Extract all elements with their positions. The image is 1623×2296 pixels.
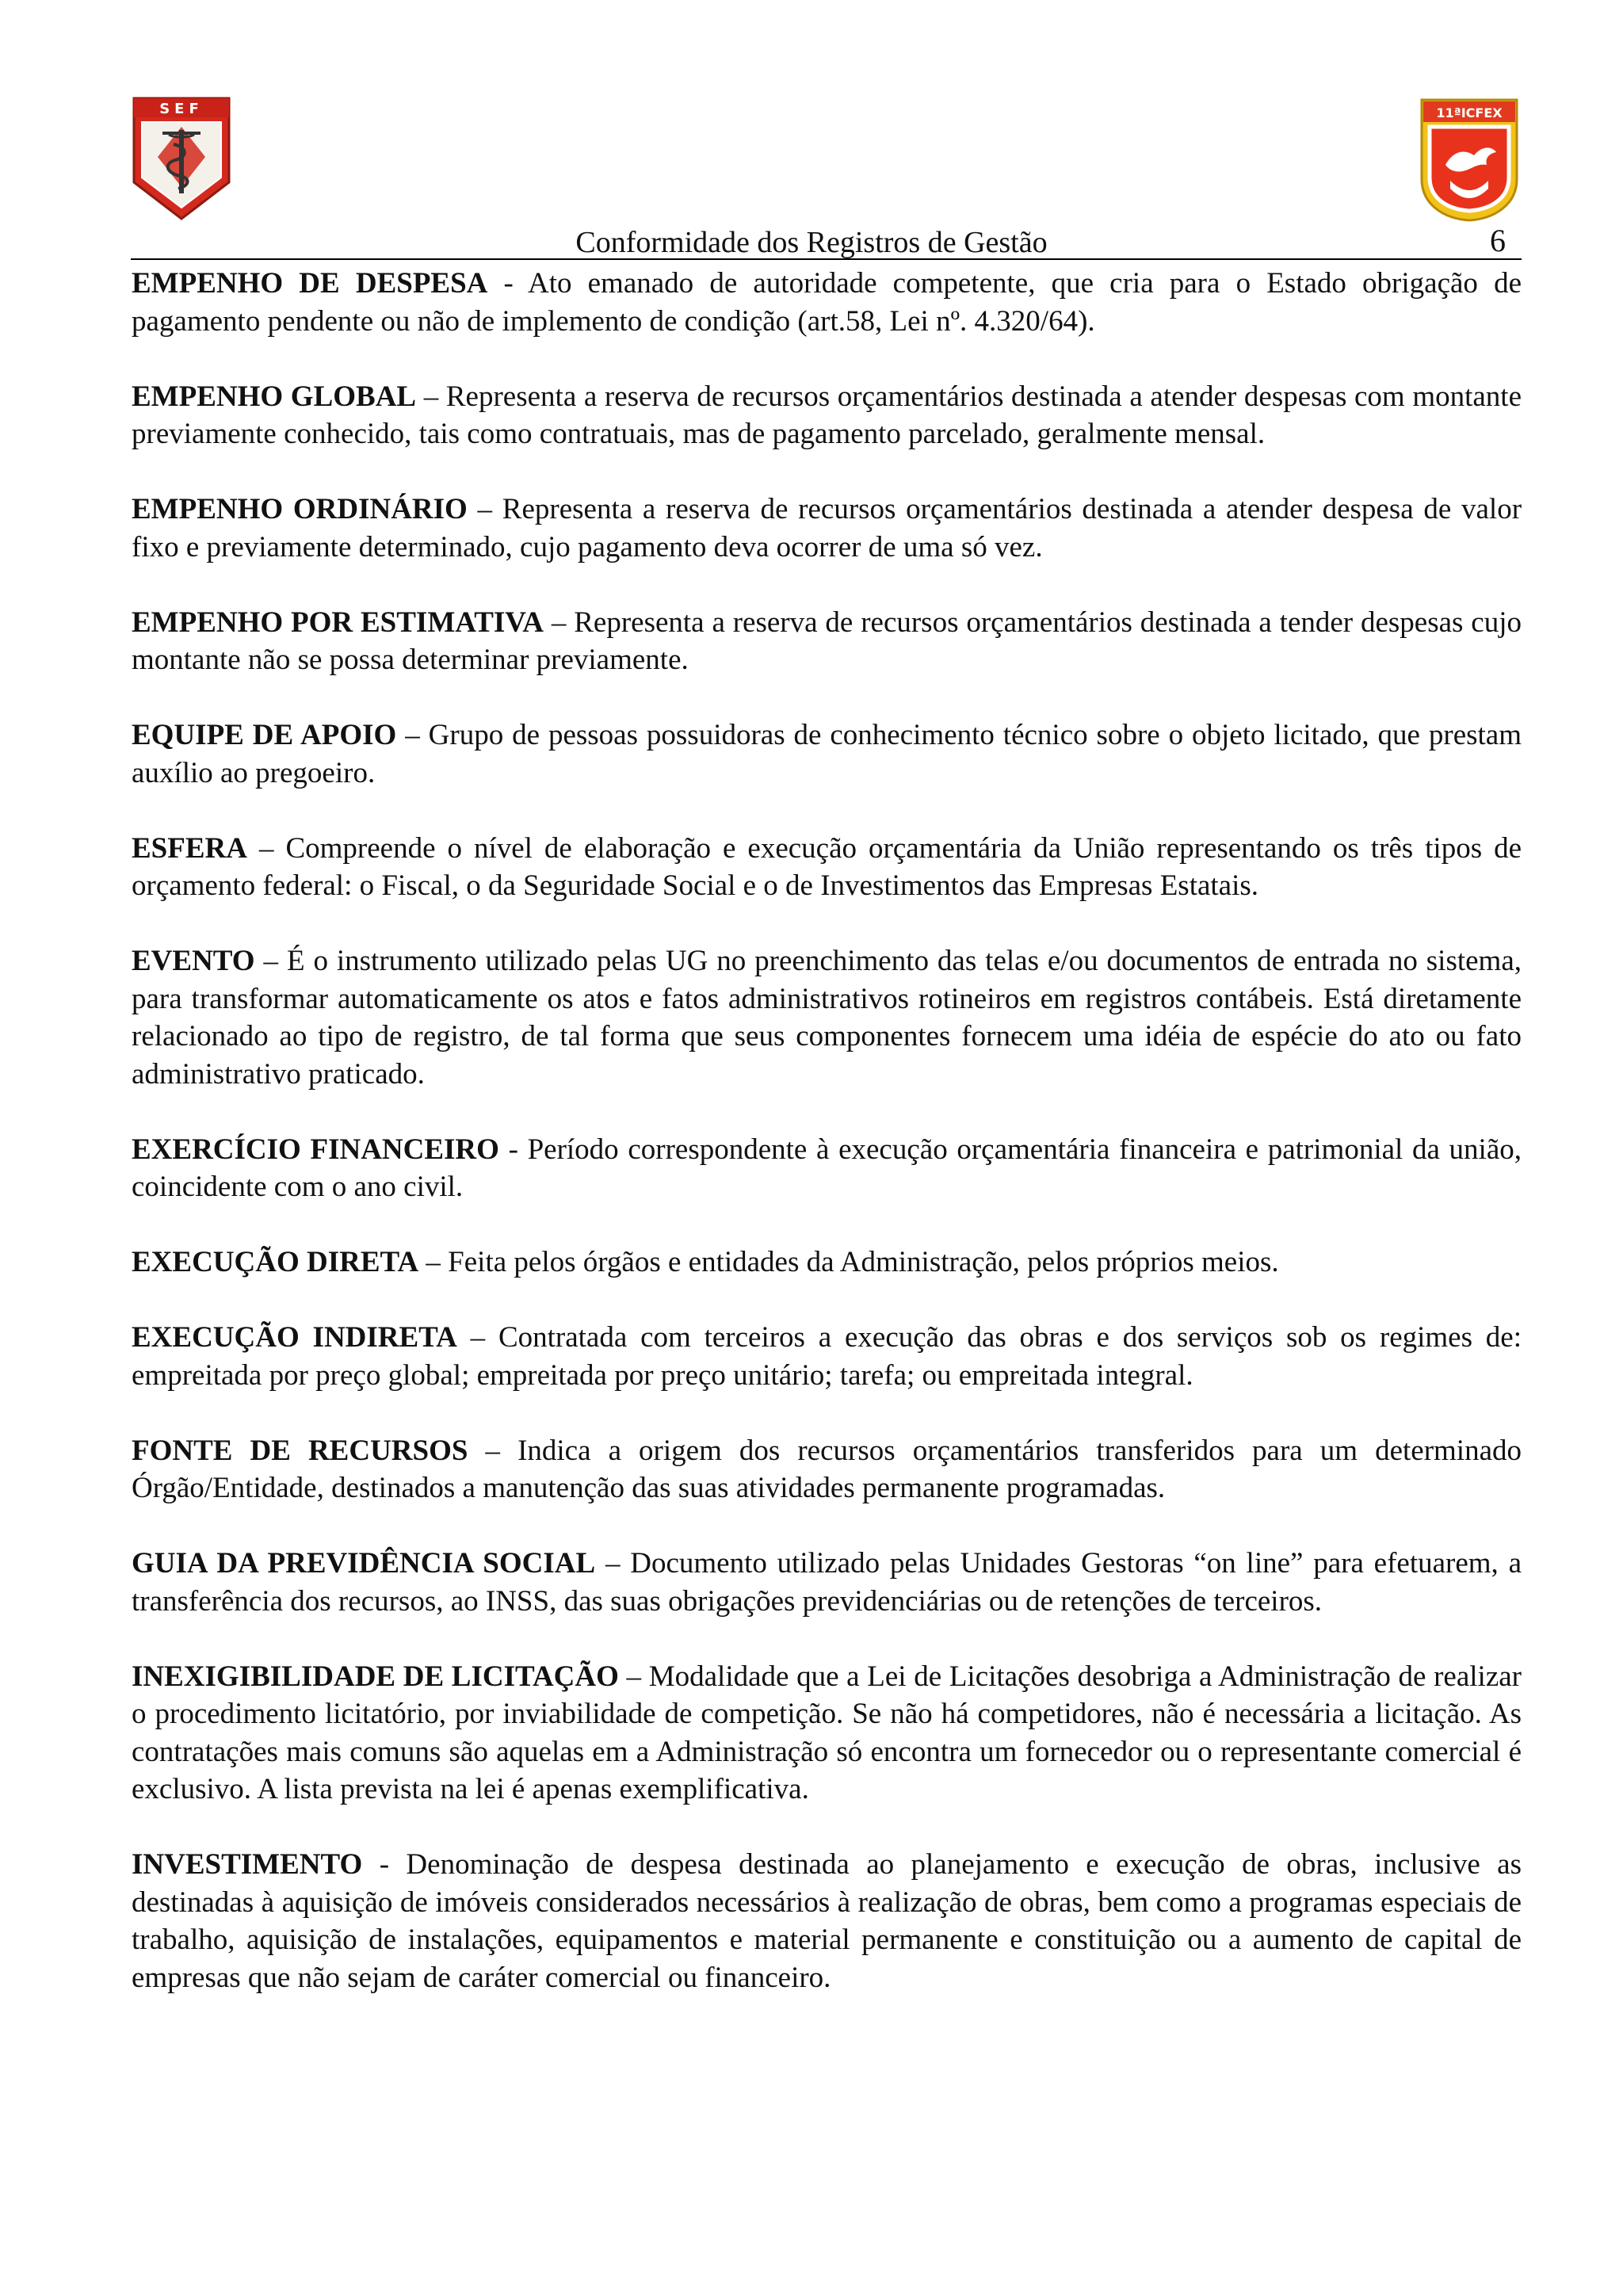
glossary-separator: – [254,945,287,977]
glossary-separator: – [456,1321,498,1354]
glossary-separator: – [416,380,446,413]
glossary-term: INEXIGIBILIDADE DE LICITAÇÃO [132,1660,619,1693]
glossary-separator: – [543,606,575,639]
glossary-separator: – [418,1246,449,1278]
icfex-emblem [1419,97,1520,223]
glossary-definition: Compreende o nível de elaboração e execução orçamentária da União representando os três tipos de orçamento federal: o Fiscal, o da Seguridade Social e o de Investimentos das Empresas Estatais. [132,831,1522,902]
glossary-entry [132,378,1522,453]
glossary-entry [132,716,1522,792]
glossary-definition: Indica a origem dos recursos orçamentários transferidos para um determinado Órgão/Entidade, destinados a manutenção das suas atividades permanente programadas. [132,1434,1522,1504]
glossary-body [132,265,1522,2034]
glossary-entry [132,1846,1522,1996]
glossary-definition: Ato emanado de autoridade competente, que cria para o Estado obrigação de pagamento pendente ou não de implemento de condição (art.58, Lei nº. 4.320/64). [132,267,1522,338]
glossary-term: EXERCÍCIO FINANCEIRO [132,1133,499,1166]
icfex-shield-icon [1419,97,1520,223]
glossary-term: GUIA DA PREVIDÊNCIA SOCIAL [132,1547,596,1580]
glossary-separator: – [468,1434,518,1467]
glossary-term: EMPENHO POR ESTIMATIVA [132,606,544,639]
glossary-definition: Período correspondente à execução orçamentária financeira e patrimonial da união, coincidente com o ano civil. [132,1133,1522,1203]
glossary-definition: Representa a reserva de recursos orçamentários destinada a tender despesas cujo montante não se possa determinar previamente. [132,606,1522,676]
sef-shield-icon [131,95,232,222]
glossary-entry [132,1545,1522,1620]
glossary-definition: Representa a reserva de recursos orçamentários destinada a atender despesas com montante previamente conhecido, tais como contratuais, mas de pagamento parcelado, geralmente mensal. [132,380,1522,450]
glossary-definition: Documento utilizado pelas Unidades Gestoras “on line” para efetuarem, a transferência dos recursos, ao INSS, das suas obrigações previdenciárias ou de retenções de terceiros. [132,1547,1522,1618]
glossary-entry [132,1432,1522,1507]
glossary-separator: - [362,1848,407,1881]
glossary-separator: - [498,1133,528,1166]
page-header-title: Conformidade dos Registros de Gestão [575,226,1048,259]
glossary-entry [132,491,1522,566]
page-number: 6 [1490,223,1506,258]
glossary-separator: – [246,831,286,865]
glossary-term: FONTE DE RECURSOS [132,1434,468,1467]
sef-emblem-text: SEF [159,101,204,117]
glossary-term: EMPENHO DE DESPESA [132,267,488,300]
glossary-definition: Contratada com terceiros a execução das obras e dos serviços sob os regimes de: empreitada por preço global; empreitada por preço unitário; tarefa; ou empreitada integral. [132,1321,1522,1392]
glossary-term: EMPENHO GLOBAL [132,380,417,413]
glossary-entry [132,830,1522,905]
glossary-term: EMPENHO ORDINÁRIO [132,493,468,525]
sef-emblem [131,95,232,222]
glossary-separator: – [618,1660,649,1693]
glossary-entry [132,1658,1522,1809]
glossary-entry [132,265,1522,340]
header-divider [131,258,1522,260]
glossary-separator: - [487,267,528,300]
glossary-term: EQUIPE DE APOIO [132,719,397,751]
glossary-term: EXECUÇÃO DIRETA [132,1246,419,1278]
glossary-entry [132,1319,1522,1394]
glossary-term: INVESTIMENTO [132,1848,363,1881]
icfex-emblem-text: 11ªICFEX [1436,105,1503,120]
glossary-definition: Feita pelos órgãos e entidades da Administração, pelos próprios meios. [448,1246,1279,1278]
glossary-definition: É o instrumento utilizado pelas UG no preenchimento das telas e/ou documentos de entrada no sistema, para transformar automaticamente os atos e fatos administrativos rotineiros em registros contábeis. Está diretamente relacionado ao tipo de registro, de tal forma que seus componentes fornecem uma idéia de espécie do ato ou fato administrativo praticado. [132,945,1522,1091]
glossary-separator: – [595,1547,631,1580]
glossary-separator: – [396,719,429,751]
glossary-entry [132,604,1522,679]
glossary-term: ESFERA [132,831,247,865]
glossary-definition: Representa a reserva de recursos orçamentários destinada a atender despesa de valor fixo e previamente determinado, cujo pagamento deva ocorrer de uma só vez. [132,493,1522,563]
glossary-entry [132,1244,1522,1282]
glossary-entry [132,1131,1522,1206]
glossary-term: EXECUÇÃO INDIRETA [132,1321,457,1354]
glossary-definition: Denominação de despesa destinada ao planejamento e execução de obras, inclusive as destinadas à aquisição de imóveis considerados necessários à realização de obras, bem como a programas especiais de trabalho, aquisição de instalações, equipamentos e material permanente e constituição ou a aumento de capital de empresas que não sejam de caráter comercial ou financeiro. [132,1848,1522,1994]
glossary-term: EVENTO [132,945,255,977]
glossary-entry [132,942,1522,1093]
glossary-definition: Grupo de pessoas possuidoras de conhecimento técnico sobre o objeto licitado, que prestam auxílio ao pregoeiro. [132,719,1522,789]
glossary-definition: Modalidade que a Lei de Licitações desobriga a Administração de realizar o procedimento licitatório, por inviabilidade de competição. Se não há competidores, não é necessária a licitação. As contratações mais comuns são aquelas em a Administração só encontra um fornecedor ou o representante comercial é exclusivo. A lista prevista na lei é apenas exemplificativa. [132,1660,1522,1805]
glossary-separator: – [467,493,502,525]
